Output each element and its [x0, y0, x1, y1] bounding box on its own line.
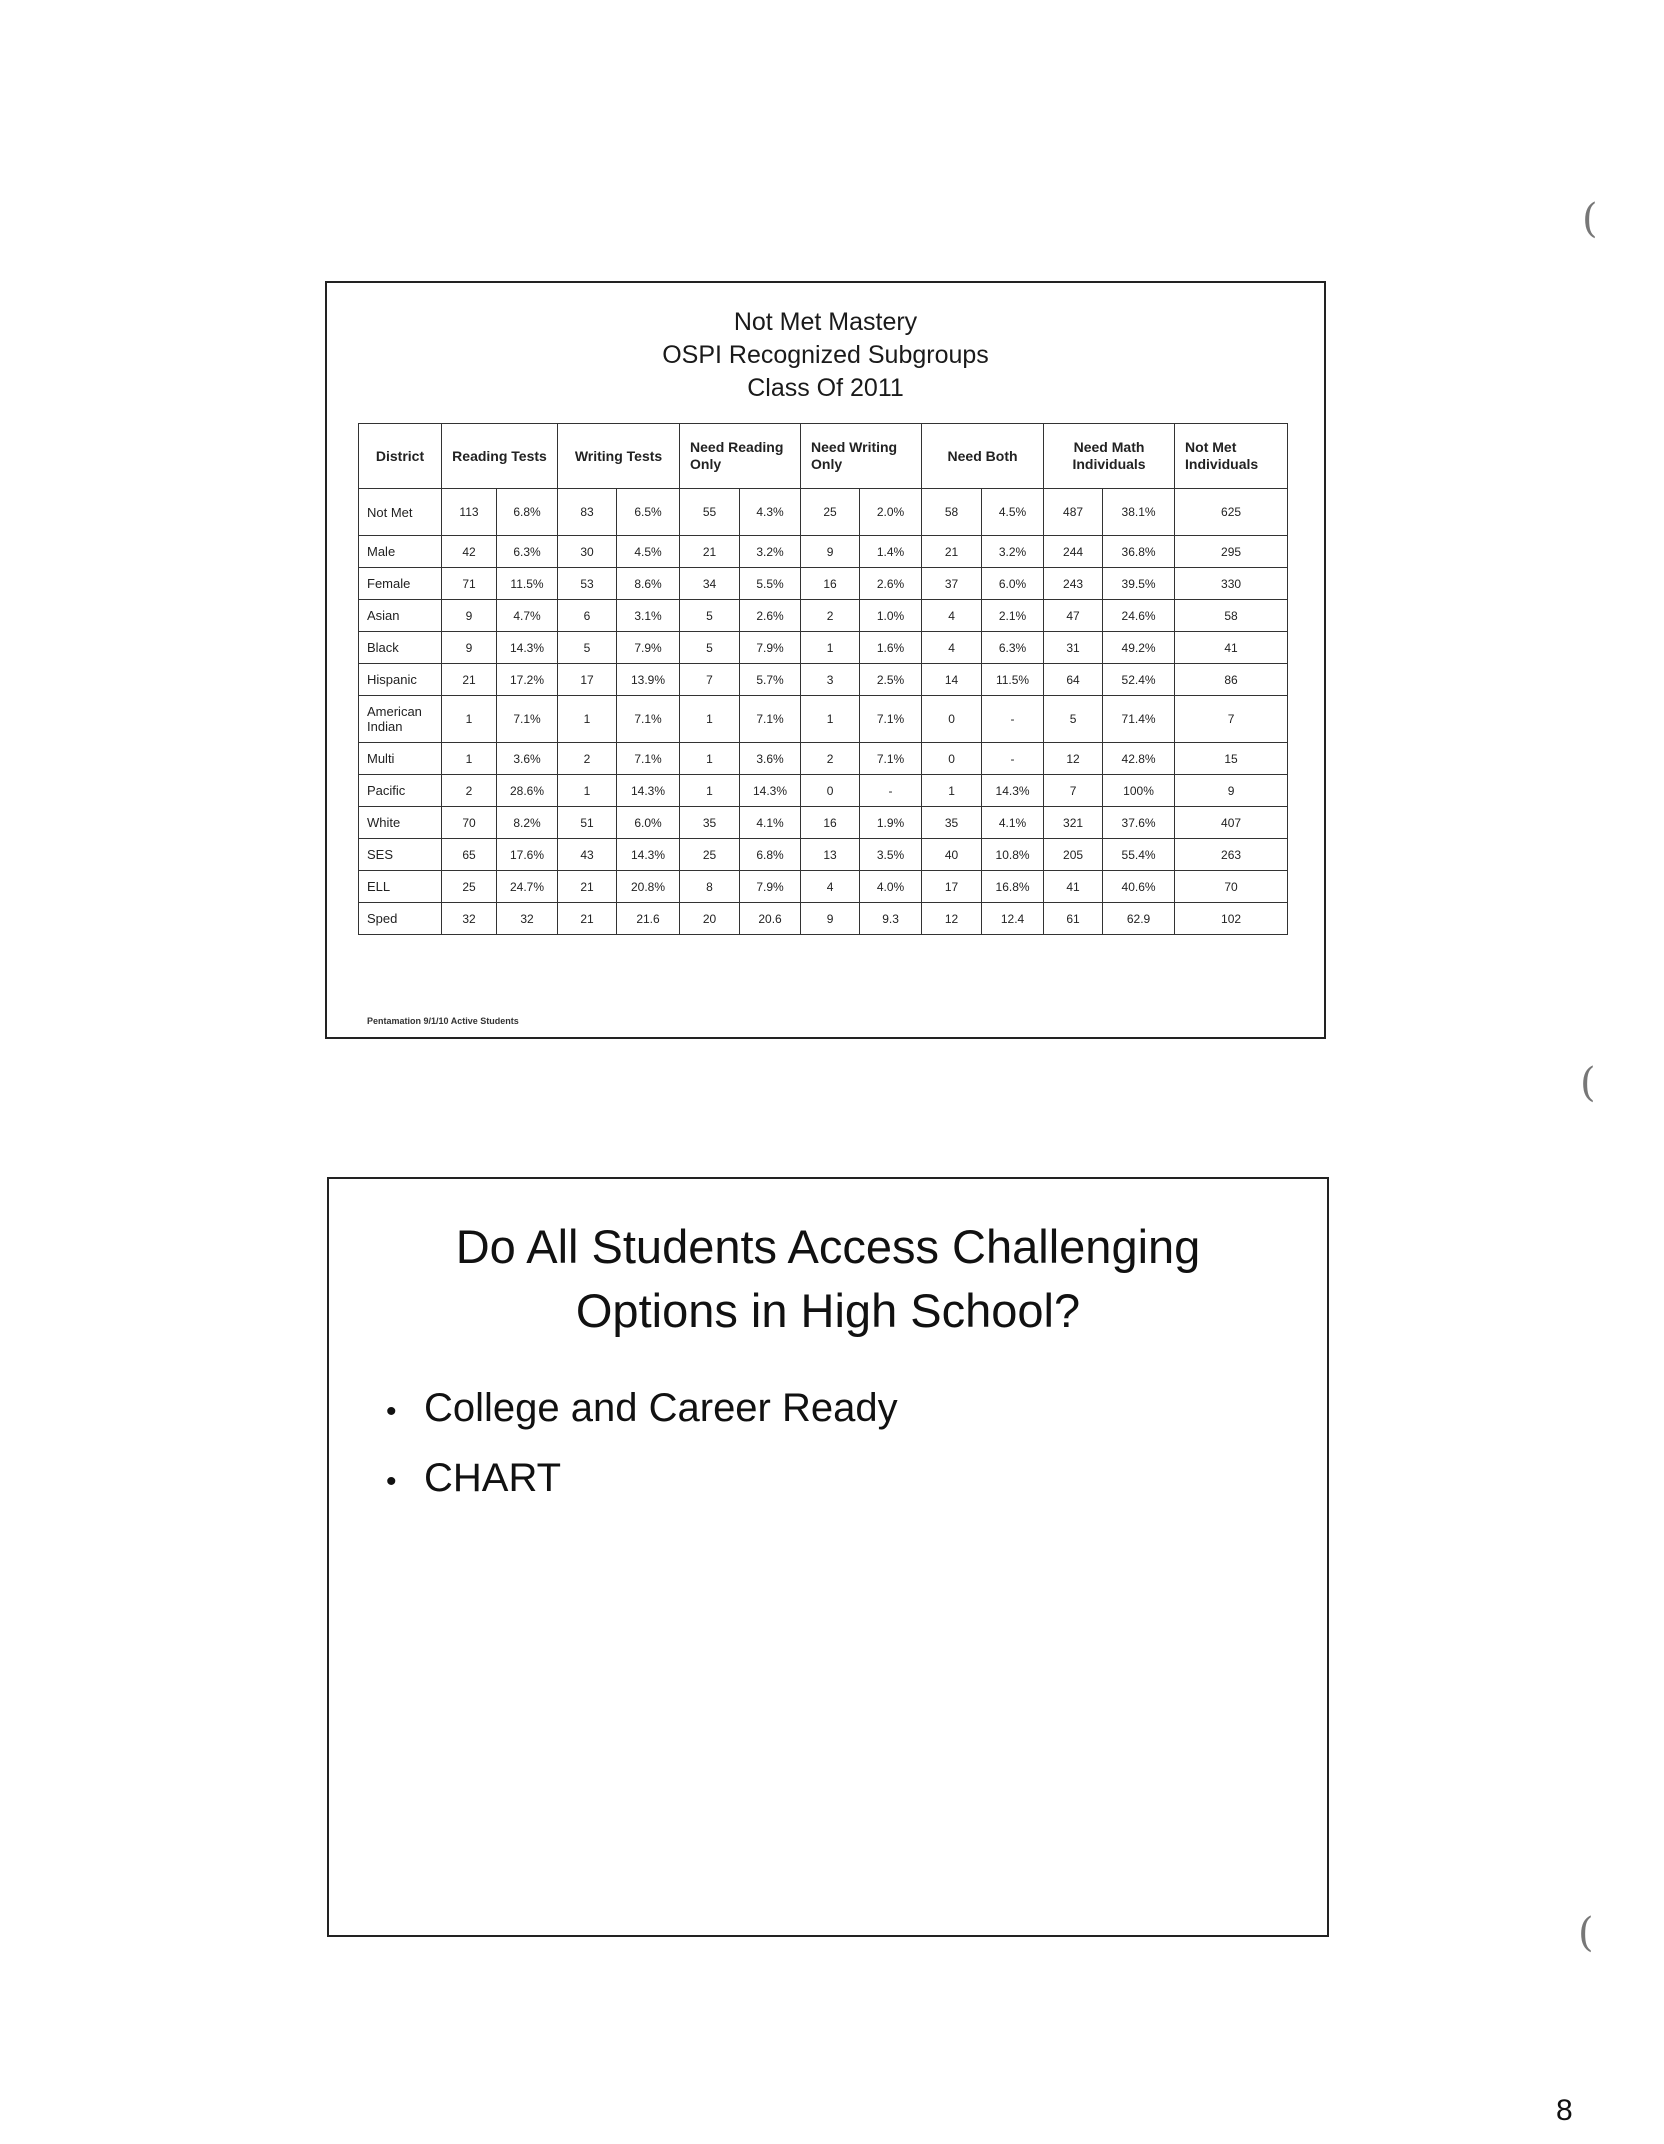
table-cell: 5 [680, 600, 740, 632]
table-cell: 6.8% [497, 489, 558, 536]
table-cell: 86 [1175, 664, 1288, 696]
table-cell: 1 [442, 696, 497, 743]
table-cell: - [860, 775, 922, 807]
table-cell: 1 [801, 696, 860, 743]
table-cell: 9 [801, 536, 860, 568]
table-cell: 6.5% [617, 489, 680, 536]
table-cell: 100% [1103, 775, 1175, 807]
table-row [359, 903, 1288, 935]
table-cell: 7.9% [740, 871, 801, 903]
table-cell: 6.8% [740, 839, 801, 871]
table-cell: 244 [1044, 536, 1103, 568]
table-cell: 6.0% [617, 807, 680, 839]
table-cell: 37.6% [1103, 807, 1175, 839]
table-cell: 1.6% [860, 632, 922, 664]
table-cell: 83 [558, 489, 617, 536]
table-cell: 28.6% [497, 775, 558, 807]
table-cell: 243 [1044, 568, 1103, 600]
table-row [359, 664, 1288, 696]
table-cell: 3.6% [740, 743, 801, 775]
table-cell: 13 [801, 839, 860, 871]
table-cell: 9 [442, 600, 497, 632]
table-cell: 4.0% [860, 871, 922, 903]
slide2-title-line: Do All Students Access Challenging [455, 1220, 1201, 1273]
table-cell: 113 [442, 489, 497, 536]
table-row [359, 696, 1288, 743]
slide-challenging-options [327, 1177, 1329, 1937]
table-cell: 1 [680, 743, 740, 775]
table-cell: 1 [558, 775, 617, 807]
table-cell: 0 [922, 696, 982, 743]
table-cell: 21 [442, 664, 497, 696]
table-cell: 6.0% [982, 568, 1044, 600]
table-row [359, 489, 1288, 536]
district-cell: American Indian [359, 696, 442, 743]
table-cell: 21 [680, 536, 740, 568]
table-cell: 1.4% [860, 536, 922, 568]
table-cell: 21 [922, 536, 982, 568]
table-cell: 62.9 [1103, 903, 1175, 935]
table-cell: 65 [442, 839, 497, 871]
bullet-list [386, 1375, 898, 1515]
table-cell: 3.2% [740, 536, 801, 568]
district-cell: SES [359, 839, 442, 871]
table-cell: 205 [1044, 839, 1103, 871]
table-cell: 3.5% [860, 839, 922, 871]
table-cell: 14.3% [740, 775, 801, 807]
table-cell: 16 [801, 807, 860, 839]
table-row [359, 839, 1288, 871]
table-cell: 55 [680, 489, 740, 536]
table-cell: 36.8% [1103, 536, 1175, 568]
bullet-icon: • [386, 1395, 397, 1428]
table-cell: 6 [558, 600, 617, 632]
table-cell: 47 [1044, 600, 1103, 632]
table-row [359, 568, 1288, 600]
source-footnote: Pentamation 9/1/10 Active Students [367, 1016, 519, 1026]
district-cell: Female [359, 568, 442, 600]
table-cell: 20 [680, 903, 740, 935]
table-row [359, 775, 1288, 807]
table-cell: 9.3 [860, 903, 922, 935]
table-cell: 25 [801, 489, 860, 536]
table-row [359, 600, 1288, 632]
table-cell: 14.3% [617, 775, 680, 807]
table-cell: 1 [558, 696, 617, 743]
table-cell: 295 [1175, 536, 1288, 568]
table-cell: 2.5% [860, 664, 922, 696]
table-cell: 52.4% [1103, 664, 1175, 696]
table-cell: 11.5% [982, 664, 1044, 696]
table-cell: 2.1% [982, 600, 1044, 632]
table-body [359, 489, 1288, 935]
table-cell: 25 [442, 871, 497, 903]
table-cell: 35 [922, 807, 982, 839]
table-cell: 11.5% [497, 568, 558, 600]
table-header-row [359, 424, 1288, 489]
table-cell: 61 [1044, 903, 1103, 935]
table-cell: 5.7% [740, 664, 801, 696]
table-cell: 4 [922, 600, 982, 632]
table-cell: 39.5% [1103, 568, 1175, 600]
table-cell: 7 [1044, 775, 1103, 807]
table-cell: 17 [558, 664, 617, 696]
table-cell: 625 [1175, 489, 1288, 536]
table-row [359, 743, 1288, 775]
table-cell: 58 [1175, 600, 1288, 632]
list-item [386, 1445, 898, 1515]
hole-punch-mark: ( [1578, 1910, 1594, 1956]
table-cell: 3 [801, 664, 860, 696]
table-cell: 16 [801, 568, 860, 600]
table-cell: 16.8% [982, 871, 1044, 903]
table-cell: 7.1% [860, 696, 922, 743]
table-cell: 2 [801, 600, 860, 632]
header-cell: Reading Tests [442, 424, 558, 489]
table-cell: 330 [1175, 568, 1288, 600]
table-cell: 43 [558, 839, 617, 871]
table-cell: 9 [1175, 775, 1288, 807]
table-cell: 42 [442, 536, 497, 568]
table-cell: 487 [1044, 489, 1103, 536]
hole-punch-mark: ( [1580, 1060, 1596, 1106]
table-cell: 9 [801, 903, 860, 935]
table-cell: 70 [1175, 871, 1288, 903]
table-cell: 2.6% [860, 568, 922, 600]
table-cell: 13.9% [617, 664, 680, 696]
table-cell: 4.7% [497, 600, 558, 632]
table-cell: 21 [558, 903, 617, 935]
table-cell: 1.0% [860, 600, 922, 632]
table-cell: 14.3% [982, 775, 1044, 807]
table-cell: 17 [922, 871, 982, 903]
table-cell: 2 [558, 743, 617, 775]
table-cell: 4 [922, 632, 982, 664]
header-cell: Not Met Individuals [1175, 424, 1288, 489]
table-cell: 7.9% [740, 632, 801, 664]
table-row [359, 871, 1288, 903]
table-cell: 17.2% [497, 664, 558, 696]
slide1-title [327, 306, 1324, 405]
table-row [359, 807, 1288, 839]
table-cell: 7.1% [617, 743, 680, 775]
header-cell: Need Reading Only [680, 424, 801, 489]
district-cell: Hispanic [359, 664, 442, 696]
slide1-title-line: Class Of 2011 [747, 374, 904, 402]
table-cell: 2 [801, 743, 860, 775]
table-cell: 12.4 [982, 903, 1044, 935]
table-cell: 8.6% [617, 568, 680, 600]
table-cell: 4 [801, 871, 860, 903]
table-row [359, 632, 1288, 664]
table-cell: 40.6% [1103, 871, 1175, 903]
district-cell: ELL [359, 871, 442, 903]
table-cell: 35 [680, 807, 740, 839]
table-cell: 24.6% [1103, 600, 1175, 632]
table-cell: 5 [680, 632, 740, 664]
table-cell: 55.4% [1103, 839, 1175, 871]
table-cell: 1 [680, 696, 740, 743]
page-number: 8 [1556, 2094, 1573, 2127]
table-cell: 70 [442, 807, 497, 839]
district-cell: Asian [359, 600, 442, 632]
table-cell: 2 [442, 775, 497, 807]
district-cell: Not Met [359, 489, 442, 536]
header-cell: Need Writing Only [801, 424, 922, 489]
table-cell: 24.7% [497, 871, 558, 903]
table-cell: 7.1% [740, 696, 801, 743]
table-cell: 21.6 [617, 903, 680, 935]
table-cell: 7.1% [860, 743, 922, 775]
table-cell: 1 [922, 775, 982, 807]
hole-punch-mark: ( [1582, 196, 1598, 242]
table-cell: 32 [442, 903, 497, 935]
header-cell: Need Math Individuals [1044, 424, 1175, 489]
table-cell: 1 [442, 743, 497, 775]
district-cell: Pacific [359, 775, 442, 807]
table-cell: 58 [922, 489, 982, 536]
district-cell: Black [359, 632, 442, 664]
table-cell: 3.2% [982, 536, 1044, 568]
table-row [359, 536, 1288, 568]
table-cell: 25 [680, 839, 740, 871]
district-cell: White [359, 807, 442, 839]
table-cell: 5.5% [740, 568, 801, 600]
table-cell: 37 [922, 568, 982, 600]
table-cell: - [982, 743, 1044, 775]
table-cell: 41 [1044, 871, 1103, 903]
slide2-title [329, 1215, 1327, 1343]
slide1-title-line: Not Met Mastery [733, 308, 918, 336]
table-cell: 1.9% [860, 807, 922, 839]
table-cell: - [982, 696, 1044, 743]
district-cell: Sped [359, 903, 442, 935]
table-cell: 38.1% [1103, 489, 1175, 536]
bullet-icon: • [386, 1465, 397, 1498]
table-cell: 8.2% [497, 807, 558, 839]
table-cell: 7 [1175, 696, 1288, 743]
slide2-title-line: Options in High School? [575, 1284, 1081, 1337]
table-cell: 20.8% [617, 871, 680, 903]
table-cell: 51 [558, 807, 617, 839]
table-cell: 12 [922, 903, 982, 935]
table-cell: 42.8% [1103, 743, 1175, 775]
table-cell: 41 [1175, 632, 1288, 664]
table-cell: 71 [442, 568, 497, 600]
table-cell: 6.3% [982, 632, 1044, 664]
table-cell: 71.4% [1103, 696, 1175, 743]
table-cell: 0 [801, 775, 860, 807]
table-cell: 14 [922, 664, 982, 696]
table-cell: 17.6% [497, 839, 558, 871]
table-cell: 3.1% [617, 600, 680, 632]
table-cell: 1 [680, 775, 740, 807]
table-cell: 6.3% [497, 536, 558, 568]
table-cell: 8 [680, 871, 740, 903]
table-cell: 4.1% [982, 807, 1044, 839]
list-item [386, 1375, 898, 1445]
table-cell: 10.8% [982, 839, 1044, 871]
table-cell: 3.6% [497, 743, 558, 775]
table-cell: 102 [1175, 903, 1288, 935]
table-cell: 40 [922, 839, 982, 871]
table-cell: 21 [558, 871, 617, 903]
table-cell: 4.5% [982, 489, 1044, 536]
district-cell: Male [359, 536, 442, 568]
table-cell: 5 [558, 632, 617, 664]
table-cell: 15 [1175, 743, 1288, 775]
table-cell: 31 [1044, 632, 1103, 664]
table-cell: 14.3% [617, 839, 680, 871]
subgroup-table [358, 423, 1288, 935]
table-cell: 1 [801, 632, 860, 664]
header-cell: Writing Tests [558, 424, 680, 489]
table-cell: 34 [680, 568, 740, 600]
table-cell: 4.5% [617, 536, 680, 568]
table-cell: 32 [497, 903, 558, 935]
table-cell: 53 [558, 568, 617, 600]
table-cell: 263 [1175, 839, 1288, 871]
table-cell: 20.6 [740, 903, 801, 935]
bullet-text: CHART [424, 1456, 562, 1500]
table-cell: 12 [1044, 743, 1103, 775]
slide-not-met-mastery [325, 281, 1326, 1039]
table-cell: 2.6% [740, 600, 801, 632]
table-cell: 7.1% [497, 696, 558, 743]
bullet-text: College and Career Ready [424, 1386, 898, 1430]
table-cell: 7.1% [617, 696, 680, 743]
table-cell: 14.3% [497, 632, 558, 664]
table-cell: 2.0% [860, 489, 922, 536]
table-cell: 9 [442, 632, 497, 664]
table-cell: 407 [1175, 807, 1288, 839]
table-cell: 64 [1044, 664, 1103, 696]
header-cell: District [359, 424, 442, 489]
table-cell: 4.3% [740, 489, 801, 536]
header-cell: Need Both [922, 424, 1044, 489]
slide1-title-line: OSPI Recognized Subgroups [662, 341, 989, 369]
table-cell: 7 [680, 664, 740, 696]
district-cell: Multi [359, 743, 442, 775]
table-cell: 4.1% [740, 807, 801, 839]
table-cell: 5 [1044, 696, 1103, 743]
table-cell: 7.9% [617, 632, 680, 664]
table-cell: 30 [558, 536, 617, 568]
table-cell: 49.2% [1103, 632, 1175, 664]
table-cell: 321 [1044, 807, 1103, 839]
table-cell: 0 [922, 743, 982, 775]
